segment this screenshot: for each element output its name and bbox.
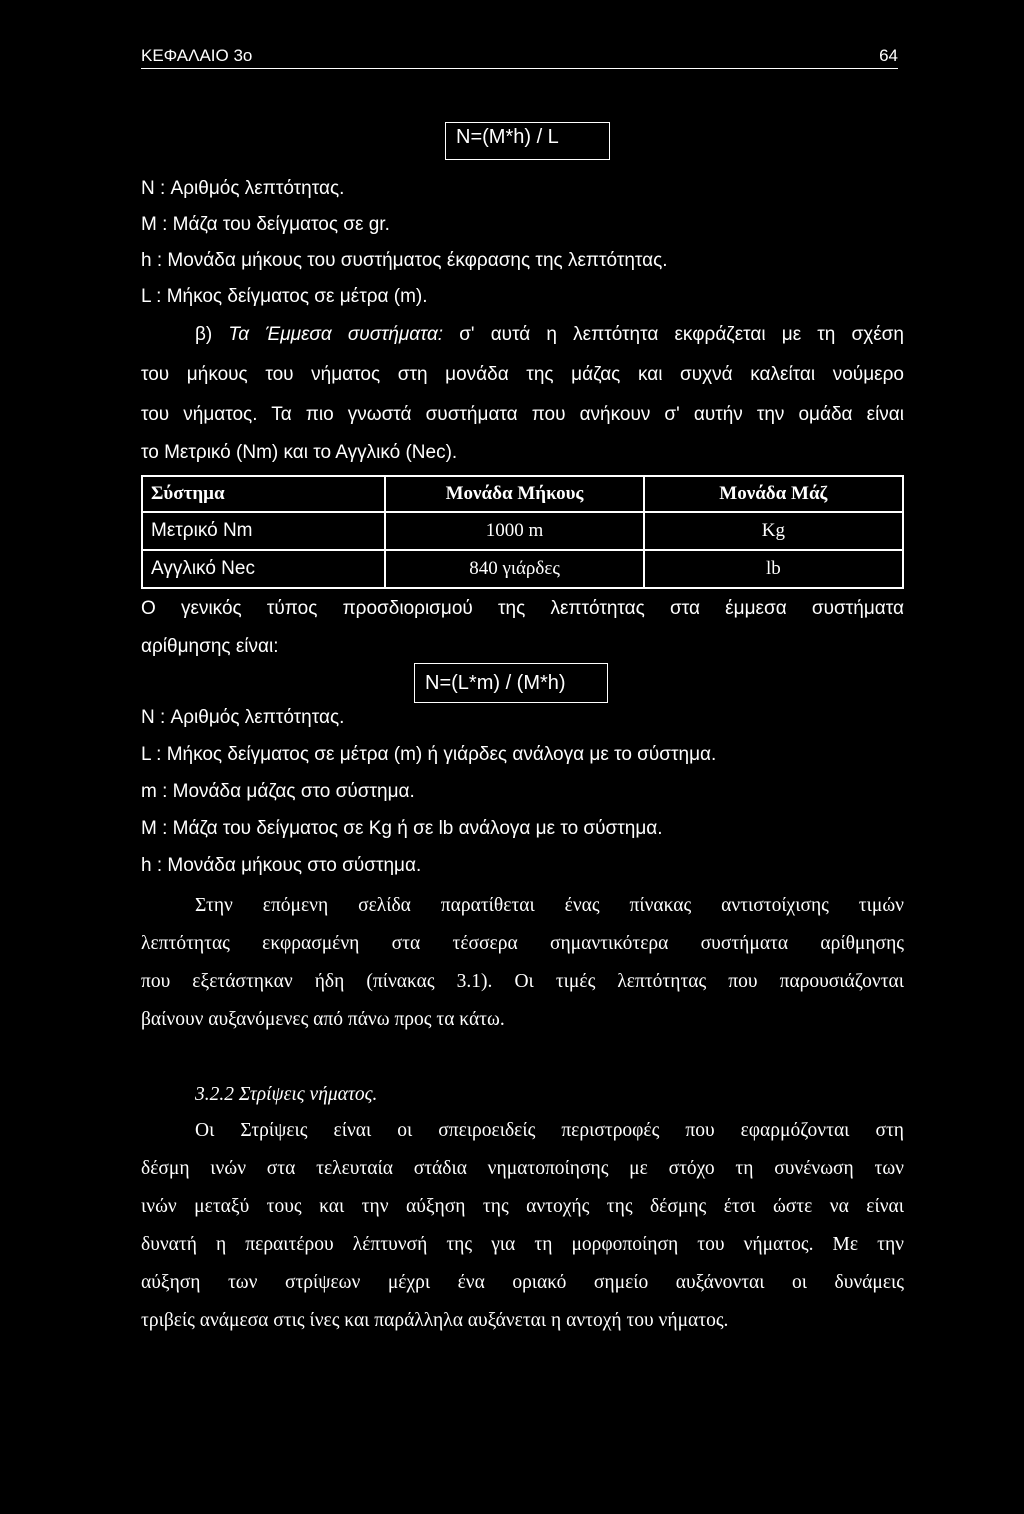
para-indirect-line-3: του νήματος. Τα πιο γνωστά συστήματα που ανήκουν σ' αυτήν την ομάδα είναι — [141, 404, 904, 425]
table-row — [142, 550, 903, 588]
table-cell: Αγγλικό Nec — [142, 550, 385, 588]
para-general-line-1: Ο γενικός τύπος προσδιορισμού της λεπτότητας στα έμμεσα συστήματα — [141, 598, 904, 619]
table-cell: Kg — [644, 512, 903, 550]
formula-direct: N=(M*h) / L — [456, 126, 559, 148]
definition-m-mass: M : Μάζα του δείγματος σε Kg ή σε lb ανάλογα με το σύστημα. — [141, 818, 663, 839]
para-indirect-line-4: το Μετρικό (Nm) και το Αγγλικό (Nec). — [141, 442, 458, 463]
para-next-table — [141, 887, 904, 1039]
table-row — [142, 512, 903, 550]
definition-m-unit: m : Μονάδα μάζας στο σύστημα. — [141, 781, 415, 802]
indirect-systems-term: Τα Έμμεσα συστήματα: — [228, 324, 444, 345]
para-twists-line-6: τριβείς ανάμεσα στις ίνες και παράλληλα αυξάνεται η αντοχή του νήματος. — [141, 1310, 729, 1331]
table-header-row — [142, 476, 903, 512]
table-cell: 840 γιάρδες — [385, 550, 643, 588]
formula-indirect: N=(L*m) / (M*h) — [425, 672, 566, 694]
definition-l: L : Μήκος δείγματος σε μέτρα (m). — [141, 286, 428, 307]
table-cell: 1000 m — [385, 512, 643, 550]
chapter-title: ΚΕΦΑΛΑΙΟ 3ο — [141, 46, 253, 65]
page-number: 64 — [879, 46, 898, 65]
page-header — [141, 46, 898, 69]
para-indirect-line-2: του μήκους του νήματος στη μονάδα της μάζας και συχνά καλείται νούμερο — [141, 364, 904, 385]
para-twists-line-4: δυνατή η περαιτέρου λέπτυνσή της για τη μορφοποίηση του νήματος. Με την — [141, 1234, 904, 1255]
formula-box-indirect — [414, 663, 608, 703]
definition-n: N : Αριθμός λεπτότητας. — [141, 707, 345, 728]
section-number: 3.2.2 — [195, 1084, 239, 1105]
definition-h: h : Μονάδα μήκους του συστήματος έκφρασης της λεπτότητας. — [141, 250, 668, 271]
para-next-line-2: λεπτότητας εκφρασμένη στα τέσσερα σημαντικότερα συστήματα αρίθμησης — [141, 933, 904, 954]
para-twists-line-1: Οι Στρίψεις είναι οι σπειροειδείς περιστροφές που εφαρμόζονται στη — [195, 1120, 904, 1141]
para-next-line-1: Στην επόμενη σελίδα παρατίθεται ένας πίνακας αντιστοίχισης τιμών — [195, 895, 904, 916]
para-twists-line-3: ινών μεταξύ τους και την αύξηση της αντοχής της δέσμης έτσι ώστε να είναι — [141, 1196, 904, 1217]
para-twists-line-5: αύξηση των στρίψεων μέχρι ένα οριακό σημείο αυξάνονται οι δυνάμεις — [141, 1272, 904, 1293]
para-next-line-3: που εξετάστηκαν ήδη (πίνακας 3.1). Οι τιμές λεπτότητας που παρουσιάζονται — [141, 971, 904, 992]
para-indirect-line-1: β) Τα Έμμεσα συστήματα: σ' αυτά η λεπτότητα εκφράζεται με τη σχέση — [195, 324, 904, 345]
definition-l: L : Μήκος δείγματος σε μέτρα (m) ή γιάρδες ανάλογα με το σύστημα. — [141, 744, 717, 765]
table-cell: lb — [644, 550, 903, 588]
units-table — [141, 475, 904, 589]
section-title: Στρίψεις νήματος. — [238, 1084, 378, 1105]
definition-h: h : Μονάδα μήκους στο σύστημα. — [141, 855, 422, 876]
header-mass-unit: Μονάδα Μάζ — [644, 476, 903, 512]
formula-box-direct — [445, 122, 610, 160]
definition-m: M : Μάζα του δείγματος σε gr. — [141, 214, 390, 235]
para-general-line-2: αρίθμησης είναι: — [141, 636, 279, 657]
definition-n: N : Αριθμός λεπτότητας. — [141, 178, 345, 199]
header-system: Σύστημα — [142, 476, 385, 512]
para-twists — [141, 1112, 904, 1340]
para-twists-line-2: δέσμη ινών στα τελευταία στάδια νηματοποίησης με στόχο τη συνένωση των — [141, 1158, 904, 1179]
para-next-line-4: βαίνουν αυξανόμενες από πάνω προς τα κάτω. — [141, 1009, 505, 1030]
section-heading — [195, 1082, 377, 1108]
header-length-unit: Μονάδα Μήκους — [385, 476, 643, 512]
table-cell: Μετρικό Nm — [142, 512, 385, 550]
